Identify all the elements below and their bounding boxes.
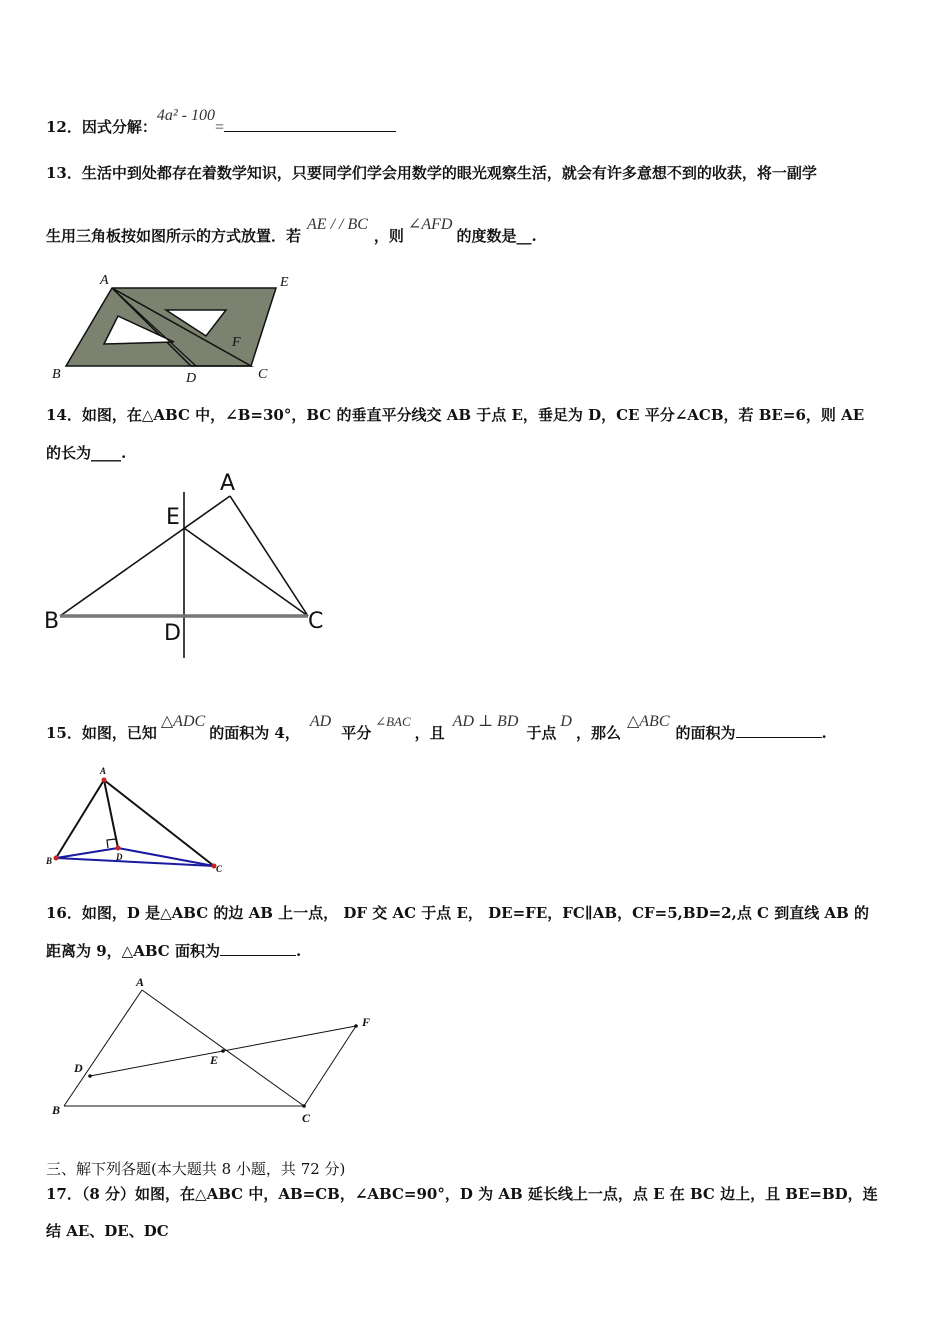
q13-text-c: 的度数是__. <box>456 227 537 245</box>
q13-text-b: ，则 <box>373 227 404 245</box>
q16-point-c <box>302 1104 306 1108</box>
q15-math-2: AD <box>309 713 332 730</box>
q15-point-b <box>54 856 59 861</box>
q15-math-6: △ABC <box>626 713 670 730</box>
q15-line <box>46 713 827 743</box>
q15-text-5: 于点 <box>526 724 557 742</box>
q14-label-c: C <box>308 609 324 634</box>
q16-answer-blank <box>220 955 296 956</box>
q13-text-a: 生用三角板按如图所示的方式放置．若 <box>46 227 302 245</box>
section3-title: 三、解下列各题(本大题共 8 小题，共 72 分) <box>46 1160 346 1178</box>
q14-figure <box>44 472 334 662</box>
q15-label-b: B <box>46 856 53 866</box>
q14-line2: 的长为____. <box>46 444 127 462</box>
q15-math-5: D <box>560 713 572 730</box>
q13-label-d: D <box>186 371 197 386</box>
q15-answer-blank <box>736 737 822 738</box>
q15-point-a <box>102 778 107 783</box>
q12-expression: 4a² - 100 <box>156 107 215 124</box>
q16-label-c: C <box>302 1111 311 1125</box>
q15-text-7: 的面积为 <box>675 724 736 742</box>
q15-figure <box>44 764 234 874</box>
q15-text-1: 15．如图，已知 <box>46 724 157 742</box>
q15-label-a: A <box>100 766 107 776</box>
q15-text-6: ，那么 <box>575 724 621 742</box>
q15-end: . <box>821 724 827 742</box>
q13-label-c: C <box>258 367 268 382</box>
q16-point-e <box>221 1049 225 1053</box>
q16-label-f: F <box>362 1015 371 1029</box>
q13-angle: ∠AFD <box>407 216 453 233</box>
q12-answer-blank <box>224 131 396 132</box>
q14-label-e: E <box>166 505 180 530</box>
q15-text-2: 的面积为 4， <box>209 724 300 742</box>
q15-segment-ab <box>56 780 104 858</box>
q15-label-d: D <box>116 852 123 862</box>
q16-point-f <box>354 1024 358 1028</box>
q13-label-e: E <box>280 275 289 290</box>
q16-figure <box>46 976 386 1126</box>
q16-point-d <box>88 1074 92 1078</box>
q15-segment-bd <box>56 848 118 858</box>
q15-text-4: ，且 <box>414 724 445 742</box>
q14-label-b: B <box>44 609 60 634</box>
q12-prefix: 12．因式分解： <box>46 118 157 136</box>
q12-equals: = <box>215 119 225 136</box>
q14-segment-ac <box>230 496 308 616</box>
q15-right-angle-mark <box>107 839 116 848</box>
q15-math-3: ∠BAC <box>375 714 411 729</box>
q14-line1: 14．如图，在△ABC 中，∠B=30°，BC 的垂直平分线交 AB 于点 E，垂足为 D，CE 平分∠ACB，若 BE=6，则 AE <box>46 406 865 424</box>
q14-segment-ba <box>60 496 230 616</box>
q13-condition: AE / / BC <box>307 216 368 233</box>
q14-segment-ec <box>184 528 308 616</box>
q15-label-c: C <box>216 864 223 874</box>
q16-segment-ac <box>142 990 304 1106</box>
q16-label-a: A <box>136 975 145 989</box>
q16-line2 <box>46 940 301 961</box>
q13-set-square-1 <box>66 288 276 366</box>
q17-line1: 17．（8 分）如图，在△ABC 中，AB=CB，∠ABC=90°，D 为 AB 延长线上一点，点 E 在 BC 边上，且 BE=BD，连 <box>46 1185 878 1203</box>
q13-figure <box>46 268 306 386</box>
q14-label-d: D <box>164 621 181 646</box>
q16-label-d: D <box>74 1061 83 1075</box>
q15-math-4: AD ⊥ BD <box>452 713 519 730</box>
q13-line1: 13．生活中到处都存在着数学知识，只要同学们学会用数学的眼光观察生活，就会有许多意想不到的收获，将一副学 <box>46 164 817 182</box>
q15-point-d <box>116 846 121 851</box>
q15-math-1: △ADC <box>160 713 206 730</box>
q13-label-a: A <box>100 273 109 288</box>
q16-text-b: . <box>295 942 302 960</box>
q13-label-f: F <box>232 335 241 350</box>
q12-line <box>46 107 396 137</box>
q13-label-b: B <box>52 367 61 382</box>
q16-label-b: B <box>52 1103 61 1117</box>
q14-label-a: A <box>220 471 236 496</box>
q17-line2: 结 AE、DE、DC <box>46 1222 169 1240</box>
q16-segment-ab <box>64 990 142 1106</box>
q13-line2 <box>46 216 537 246</box>
q16-segment-fc <box>304 1026 356 1106</box>
q15-text-3: 平分 <box>341 724 372 742</box>
q16-text-a: 距离为 9，△ABC 面积为 <box>46 942 220 960</box>
q16-line1: 16．如图，D 是△ABC 的边 AB 上一点， DF 交 AC 于点 E， DE=FE，FC∥AB，CF=5,BD=2,点 C 到直线 AB 的 <box>46 904 869 922</box>
q16-label-e: E <box>210 1053 219 1067</box>
